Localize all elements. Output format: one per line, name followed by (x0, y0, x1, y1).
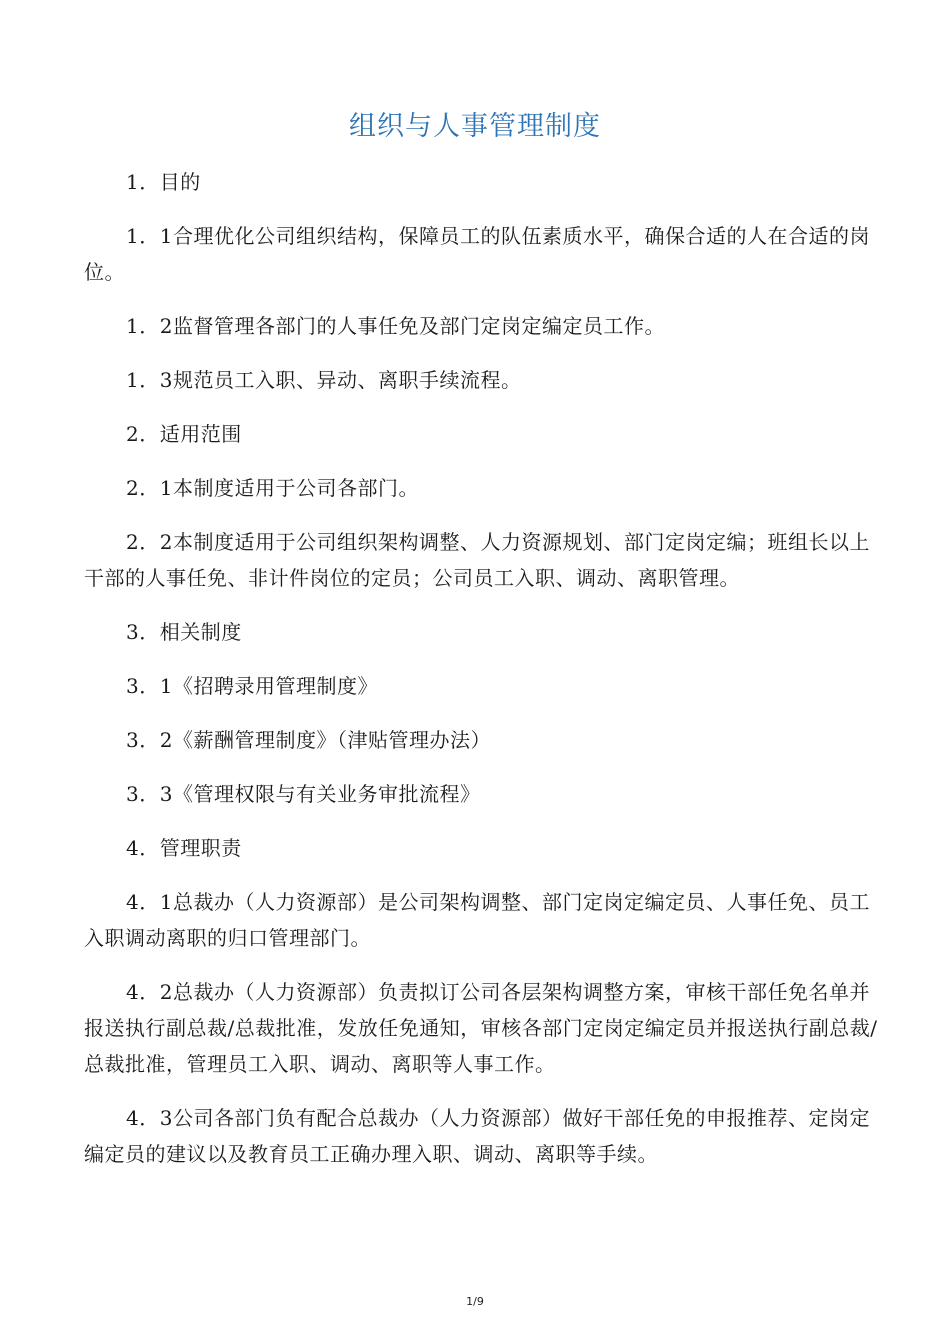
paragraph-3-3: 3．3《管理权限与有关业务审批流程》 (126, 782, 481, 806)
paragraph-4-3: 4．3公司各部门负有配合总裁办（人力资源部）做好干部任免的申报推荐、定岗定编定员的建议以及教育员工正确办理入职、调动、离职等手续。 (84, 1106, 870, 1166)
paragraph-3-2: 3．2《薪酬管理制度》（津贴管理办法） (126, 728, 491, 752)
paragraph-2-1: 2．1本制度适用于公司各部门。 (126, 476, 419, 500)
section-heading-purpose: 1．目的 (126, 170, 201, 194)
paragraph-1-1: 1．1合理优化公司组织结构，保障员工的队伍素质水平，确保合适的人在合适的岗位。 (84, 224, 870, 284)
paragraph-4-1: 4．1总裁办（人力资源部）是公司架构调整、部门定岗定编定员、人事任免、员工入职调动离职的归口管理部门。 (84, 890, 870, 950)
section-heading-related: 3．相关制度 (126, 620, 242, 644)
page-number: 1/9 (466, 1295, 484, 1308)
document-body (84, 164, 884, 1190)
document-title: 组织与人事管理制度 (349, 111, 601, 142)
section-heading-scope: 2．适用范围 (126, 422, 242, 446)
paragraph-4-2: 4．2总裁办（人力资源部）负责拟订公司各层架构调整方案，审核干部任免名单并报送执行副总裁/总裁批准，发放任免通知，审核各部门定岗定编定员并报送执行副总裁/总裁批准，管理员工入职、调动、离职等人事工作。 (84, 980, 878, 1076)
section-heading-duties: 4．管理职责 (126, 836, 242, 860)
paragraph-2-2: 2．2本制度适用于公司组织架构调整、人力资源规划、部门定岗定编；班组长以上干部的人事任免、非计件岗位的定员；公司员工入职、调动、离职管理。 (84, 530, 870, 590)
paragraph-1-3: 1．3规范员工入职、异动、离职手续流程。 (126, 368, 522, 392)
paragraph-3-1: 3．1《招聘录用管理制度》 (126, 674, 378, 698)
paragraph-1-2: 1．2监督管理各部门的人事任免及部门定岗定编定员工作。 (126, 314, 665, 338)
